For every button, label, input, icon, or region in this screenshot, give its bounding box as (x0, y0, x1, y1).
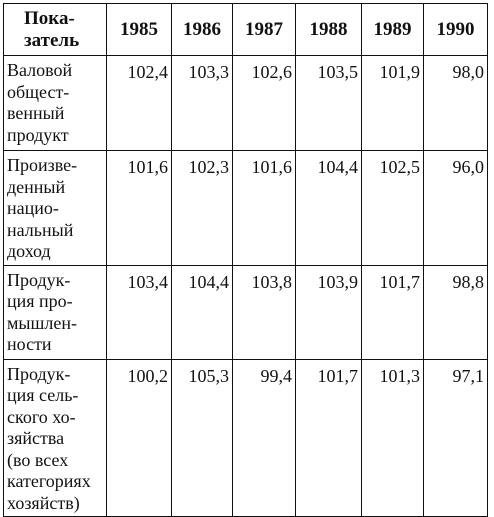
row-label: Продук- ция про- мышлен- ности (4, 265, 107, 359)
table-cell: 101,3 (362, 359, 424, 517)
indicators-table (3, 3, 488, 517)
header-year-1985: 1985 (107, 4, 172, 56)
table-cell: 101,6 (107, 151, 172, 266)
row-label: Произве- денный нацио- нальный доход (4, 151, 107, 266)
row-label: Валовой общест- венный продукт (4, 56, 107, 151)
table-row (4, 151, 488, 266)
table-cell: 105,3 (172, 359, 233, 517)
header-year-1986: 1986 (172, 4, 233, 56)
row-label: Продук- ция сель- ского хо- зяйства (во всех категориях хозяйств) (4, 359, 107, 517)
table-cell: 98,8 (424, 265, 488, 359)
table-cell: 101,7 (362, 265, 424, 359)
table-cell: 103,5 (296, 56, 362, 151)
header-year-1988: 1988 (296, 4, 362, 56)
table-cell: 100,2 (107, 359, 172, 517)
header-indicator: Пока- затель (4, 4, 107, 56)
header-year-1989: 1989 (362, 4, 424, 56)
table-cell: 102,6 (233, 56, 296, 151)
table-cell: 101,6 (233, 151, 296, 266)
table-cell: 104,4 (296, 151, 362, 266)
table-cell: 104,4 (172, 265, 233, 359)
table-cell: 103,8 (233, 265, 296, 359)
table-cell: 101,9 (362, 56, 424, 151)
table-cell: 102,3 (172, 151, 233, 266)
table-cell: 96,0 (424, 151, 488, 266)
table-cell: 99,4 (233, 359, 296, 517)
header-row (4, 4, 488, 56)
table-cell: 98,0 (424, 56, 488, 151)
header-year-1990: 1990 (424, 4, 488, 56)
table-cell: 102,5 (362, 151, 424, 266)
table-row (4, 359, 488, 517)
table-cell: 101,7 (296, 359, 362, 517)
table-cell: 102,4 (107, 56, 172, 151)
table-cell: 103,3 (172, 56, 233, 151)
table-cell: 103,4 (107, 265, 172, 359)
table-row (4, 56, 488, 151)
header-year-1987: 1987 (233, 4, 296, 56)
table-row (4, 265, 488, 359)
table-cell: 97,1 (424, 359, 488, 517)
table-cell: 103,9 (296, 265, 362, 359)
